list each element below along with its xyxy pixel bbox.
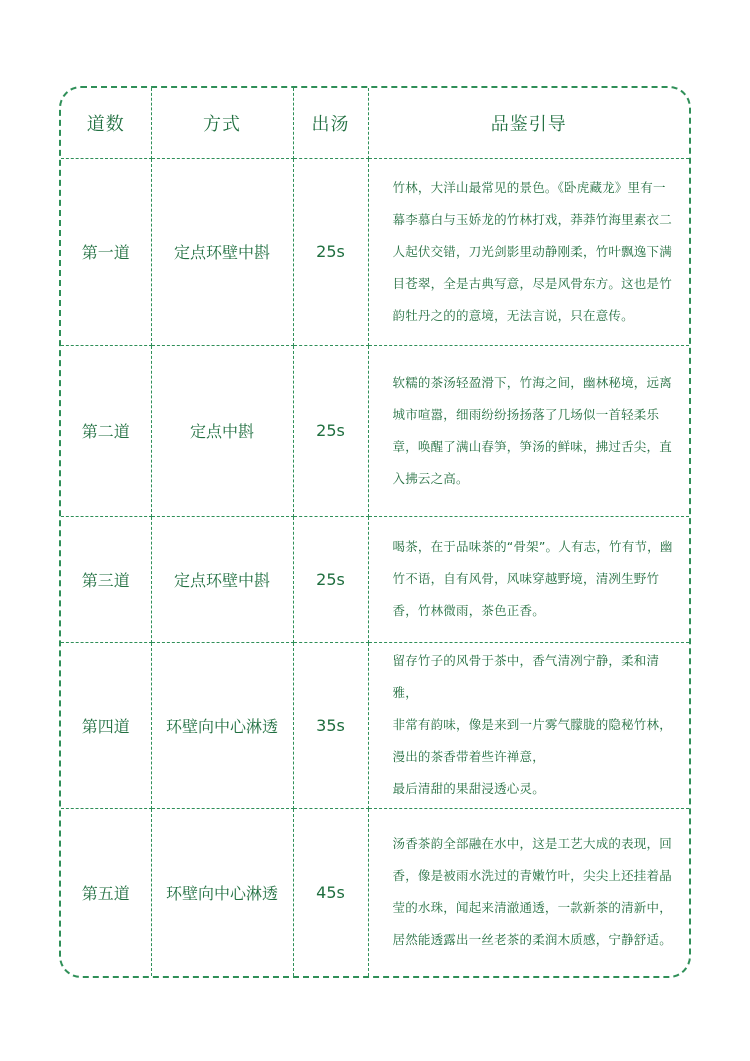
notes-cell: [368, 516, 689, 642]
header-time: 出汤: [293, 88, 368, 158]
method-cell: 定点环壁中斟: [151, 516, 293, 642]
method-cell: 定点中斟: [151, 345, 293, 516]
time-cell: 25s: [293, 158, 368, 345]
time-cell: 25s: [293, 345, 368, 516]
method-cell: 定点环壁中斟: [151, 158, 293, 345]
table-row: [61, 516, 689, 642]
time-cell: 45s: [293, 808, 368, 976]
header-method: 方式: [151, 88, 293, 158]
table-row: [61, 345, 689, 516]
notes-text: 软糯的茶汤轻盈滑下，竹海之间，幽林秘境，远离城市喧嚣，细雨纷纷扬扬落了几场似一首轻柔乐章，唤醒了满山春笋，笋汤的鲜味，拂过舌尖，直入拂云之高。: [392, 374, 672, 486]
notes-cell: [368, 808, 689, 976]
table-row: [61, 808, 689, 976]
notes-text: 汤香茶韵全部融在水中，这是工艺大成的表现，回香，像是被雨水洗过的青嫩竹叶，尖尖上还挂着晶莹的水珠，闻起来清澈通透，一款新茶的清新中，居然能透露出一丝老茶的柔润木质感，宁静舒适。: [392, 836, 672, 948]
notes-cell: [368, 642, 689, 808]
round-cell: 第五道: [61, 808, 151, 976]
round-cell: 第三道: [61, 516, 151, 642]
notes-text: 竹林，大洋山最常见的景色。《卧虎藏龙》里有一幕李慕白与玉娇龙的竹林打戏，莽莽竹海里素衣二人起伏交错，刀光剑影里动静刚柔，竹叶飘逸下满目苍翠，全是古典写意，尽是风骨东方。这也是竹韵牡丹之的的意境，无法言说，只在意传。: [392, 179, 672, 323]
time-cell: 25s: [293, 516, 368, 642]
header-notes: 品鉴引导: [368, 88, 689, 158]
notes-text: 喝茶，在于品味茶的“骨架”。人有志，竹有节，幽竹不语，自有风骨，风味穿越野境，清冽生野竹香，竹林微雨，茶色正香。: [392, 539, 673, 618]
table-row: [61, 642, 689, 808]
round-cell: 第一道: [61, 158, 151, 345]
tea-brewing-table-frame: [59, 86, 691, 978]
round-cell: 第二道: [61, 345, 151, 516]
notes-cell: [368, 345, 689, 516]
notes-cell: [368, 158, 689, 345]
round-cell: 第四道: [61, 642, 151, 808]
table-row: [61, 158, 689, 345]
method-cell: 环壁向中心淋透: [151, 642, 293, 808]
time-cell: 35s: [293, 642, 368, 808]
notes-text: 留存竹子的风骨于茶中，香气清冽宁静，柔和清雅， 非常有韵味，像是来到一片雾气朦胧的隐秘竹林， 漫出的茶香带着些许禅意， 最后清甜的果甜浸透心灵。: [392, 653, 672, 796]
table-header-row: [61, 88, 689, 158]
tea-brewing-table: [61, 88, 689, 976]
header-round: 道数: [61, 88, 151, 158]
method-cell: 环壁向中心淋透: [151, 808, 293, 976]
